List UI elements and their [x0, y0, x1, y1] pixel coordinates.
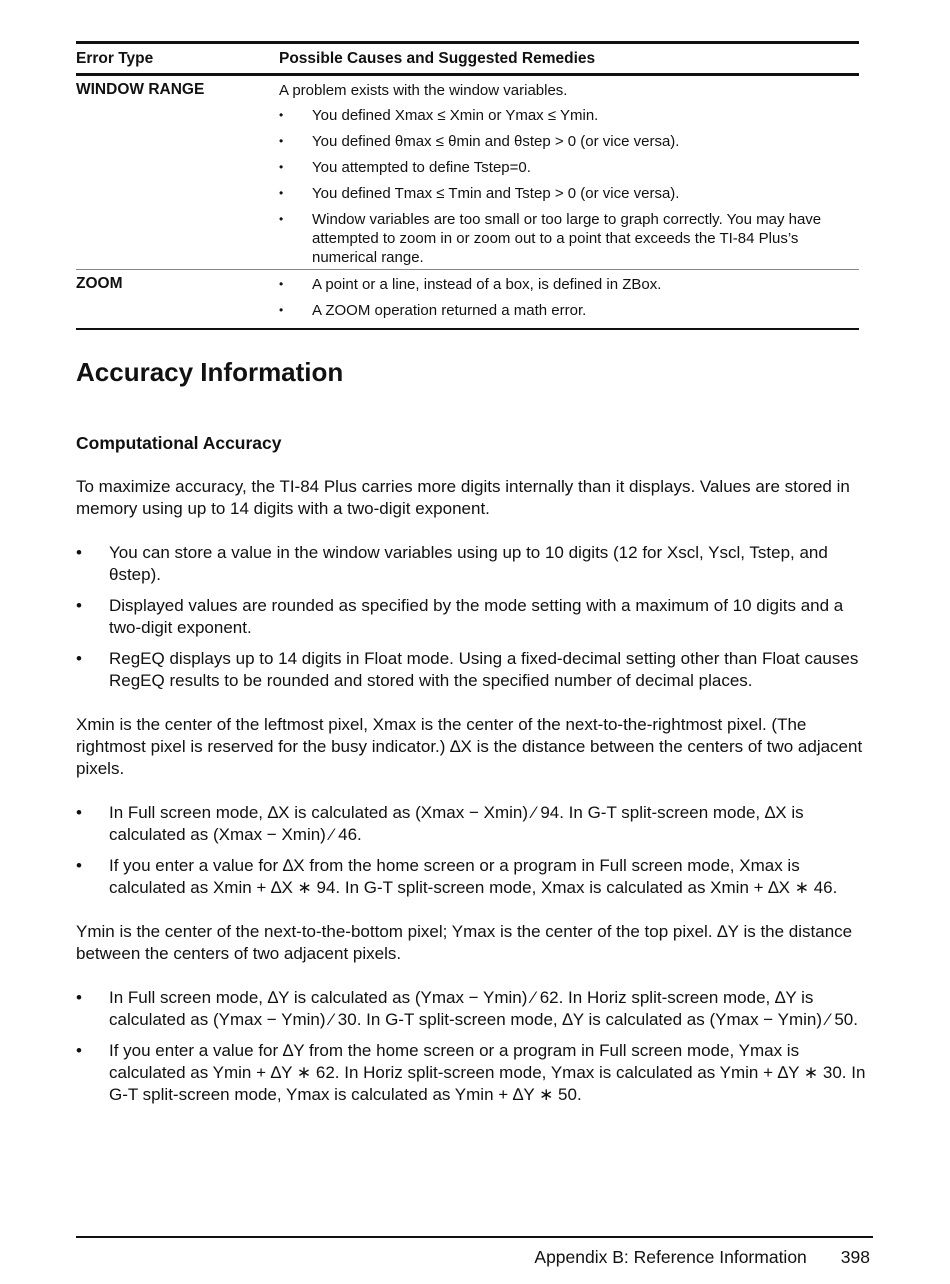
list-item: • If you enter a value for ∆X from the home screen or a program in Full screen mode, Xmax is calculated as Xmin + ∆X ∗ 94. In G-T split-screen mode, Xmax is calculated as Xmin + ∆X ∗ 46.	[76, 855, 871, 899]
paragraph: Xmin is the center of the leftmost pixel, Xmax is the center of the next-to-the-rightmost pixel. (The rightmost pixel is reserved for the busy indicator.) ∆X is the distance between the centers of two adjacent pixels.	[76, 715, 863, 778]
list-item: • A ZOOM operation returned a math error.	[279, 301, 859, 320]
bullet-list	[76, 542, 871, 692]
list-item: • Displayed values are rounded as specified by the mode setting with a maximum of 10 digits and a two-digit exponent.	[76, 595, 871, 639]
causes-cell	[279, 76, 859, 267]
footer-section-title: Appendix B: Reference Information	[534, 1247, 807, 1267]
bullet-list	[76, 987, 871, 1106]
list-item: • In Full screen mode, ∆Y is calculated as (Ymax − Ymin) ⁄ 62. In Horiz split-screen mode, ∆Y is calculated as (Ymax − Ymin) ⁄ 30. In G-T split-screen mode, ∆Y is calculated as (Ymax − Ymin) ⁄ 50.	[76, 987, 871, 1031]
section-heading: Accuracy Information	[76, 357, 344, 387]
list-item: • In Full screen mode, ∆X is calculated as (Xmax − Xmin) ⁄ 94. In G-T split-screen mode, ∆X is calculated as (Xmax − Xmin) ⁄ 46.	[76, 802, 871, 846]
list-item: • A point or a line, instead of a box, is defined in ZBox.	[279, 275, 859, 294]
list-item: • You can store a value in the window variables using up to 10 digits (12 for Xscl, Yscl, Tstep, and θstep).	[76, 542, 871, 586]
causes-cell	[279, 270, 859, 320]
causes-lead: A problem exists with the window variables.	[279, 82, 568, 99]
table-row-zoom	[76, 270, 859, 320]
body-text	[76, 476, 871, 1128]
paragraph: Ymin is the center of the next-to-the-bottom pixel; Ymax is the center of the top pixel. ∆Y is the distance between the centers of two adjacent pixels.	[76, 922, 853, 963]
list-item: • If you enter a value for ∆Y from the home screen or a program in Full screen mode, Ymax is calculated as Ymin + ∆Y ∗ 62. In Horiz split-screen mode, Ymax is calculated as Ymin + ∆Y ∗ 30. In G-T split-screen mode, Ymax is calculated as Ymin + ∆Y ∗ 50.	[76, 1040, 871, 1106]
table-bottom-rule	[76, 328, 859, 330]
list-item: • You attempted to define Tstep=0.	[279, 158, 859, 177]
list-item: • You defined θmax ≤ θmin and θstep > 0 (or vice versa).	[279, 132, 859, 151]
error-type-cell: ZOOM	[76, 275, 123, 292]
page-number: 398	[840, 1247, 870, 1267]
error-type-cell: WINDOW RANGE	[76, 81, 205, 98]
bullet-list	[76, 802, 871, 899]
causes-list	[279, 106, 859, 267]
header-error-type: Error Type	[76, 49, 154, 67]
subsection-heading: Computational Accuracy	[76, 433, 282, 453]
header-causes: Possible Causes and Suggested Remedies	[279, 49, 596, 67]
page-footer	[76, 1247, 870, 1268]
paragraph: To maximize accuracy, the TI-84 Plus carries more digits internally than it displays. Values are stored in memory using up to 14 digits with a two-digit exponent.	[76, 477, 850, 518]
causes-list	[279, 275, 859, 320]
table-row-window-range	[76, 76, 859, 267]
table-header-row	[76, 44, 859, 73]
list-item: • Window variables are too small or too large to graph correctly. You may have attempted to zoom in or zoom out to a point that exceeds the TI-84 Plus’s numerical range.	[279, 210, 859, 267]
error-table	[76, 41, 859, 330]
list-item: • RegEQ displays up to 14 digits in Float mode. Using a fixed-decimal setting other than Float causes RegEQ results to be rounded and stored with the specified number of decimal places.	[76, 648, 871, 692]
list-item: • You defined Xmax ≤ Xmin or Ymax ≤ Ymin.	[279, 106, 859, 125]
list-item: • You defined Tmax ≤ Tmin and Tstep > 0 (or vice versa).	[279, 184, 859, 203]
footer-rule	[76, 1236, 873, 1238]
